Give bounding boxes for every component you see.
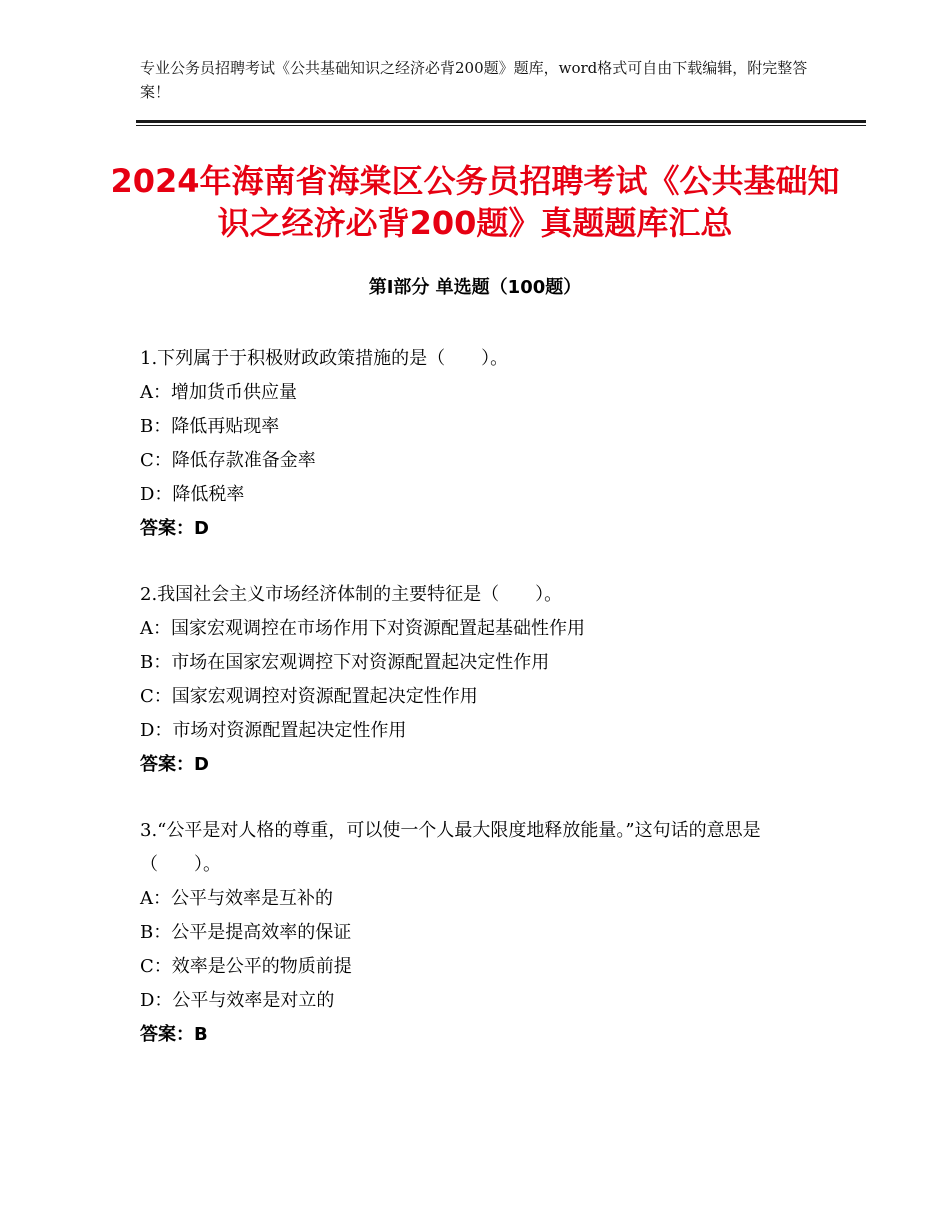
option-c: C：国家宏观调控对资源配置起决定性作用 <box>140 686 478 707</box>
option-b: B：公平是提高效率的保证 <box>140 922 352 943</box>
question-2 <box>140 578 820 782</box>
section-title: 第Ⅰ部分 单选题（100题） <box>368 277 582 298</box>
question-3 <box>140 814 820 1052</box>
header-divider-thin <box>136 125 866 126</box>
option-c: C：效率是公平的物质前提 <box>140 956 352 977</box>
option-d: D：公平与效率是对立的 <box>140 990 335 1011</box>
answer: 答案：D <box>140 754 209 775</box>
option-c: C：降低存款准备金率 <box>140 450 316 471</box>
header-divider <box>136 120 866 123</box>
question-stem: 1.下列属于于积极财政政策措施的是（ ）。 <box>140 348 509 369</box>
question-list <box>140 342 820 1084</box>
question-stem: 3.“公平是对人格的尊重，可以使一个人最大限度地释放能量。”这句话的意思是（ ）。 <box>140 820 761 875</box>
option-a: A：国家宏观调控在市场作用下对资源配置起基础性作用 <box>140 618 585 639</box>
answer: 答案：B <box>140 1024 208 1045</box>
option-b: B：降低再贴现率 <box>140 416 280 437</box>
header-note: 专业公务员招聘考试《公共基础知识之经济必背200题》题库，word格式可自由下载编辑，附完整答案！ <box>140 59 808 101</box>
option-a: A：公平与效率是互补的 <box>140 888 333 909</box>
option-d: D：市场对资源配置起决定性作用 <box>140 720 407 741</box>
option-d: D：降低税率 <box>140 484 245 505</box>
option-b: B：市场在国家宏观调控下对资源配置起决定性作用 <box>140 652 550 673</box>
document-title: 2024年海南省海棠区公务员招聘考试《公共基础知识之经济必背200题》真题题库汇总 <box>110 162 840 242</box>
question-stem: 2.我国社会主义市场经济体制的主要特征是（ ）。 <box>140 584 563 605</box>
question-1 <box>140 342 820 546</box>
answer: 答案：D <box>140 518 209 539</box>
option-a: A：增加货币供应量 <box>140 382 297 403</box>
